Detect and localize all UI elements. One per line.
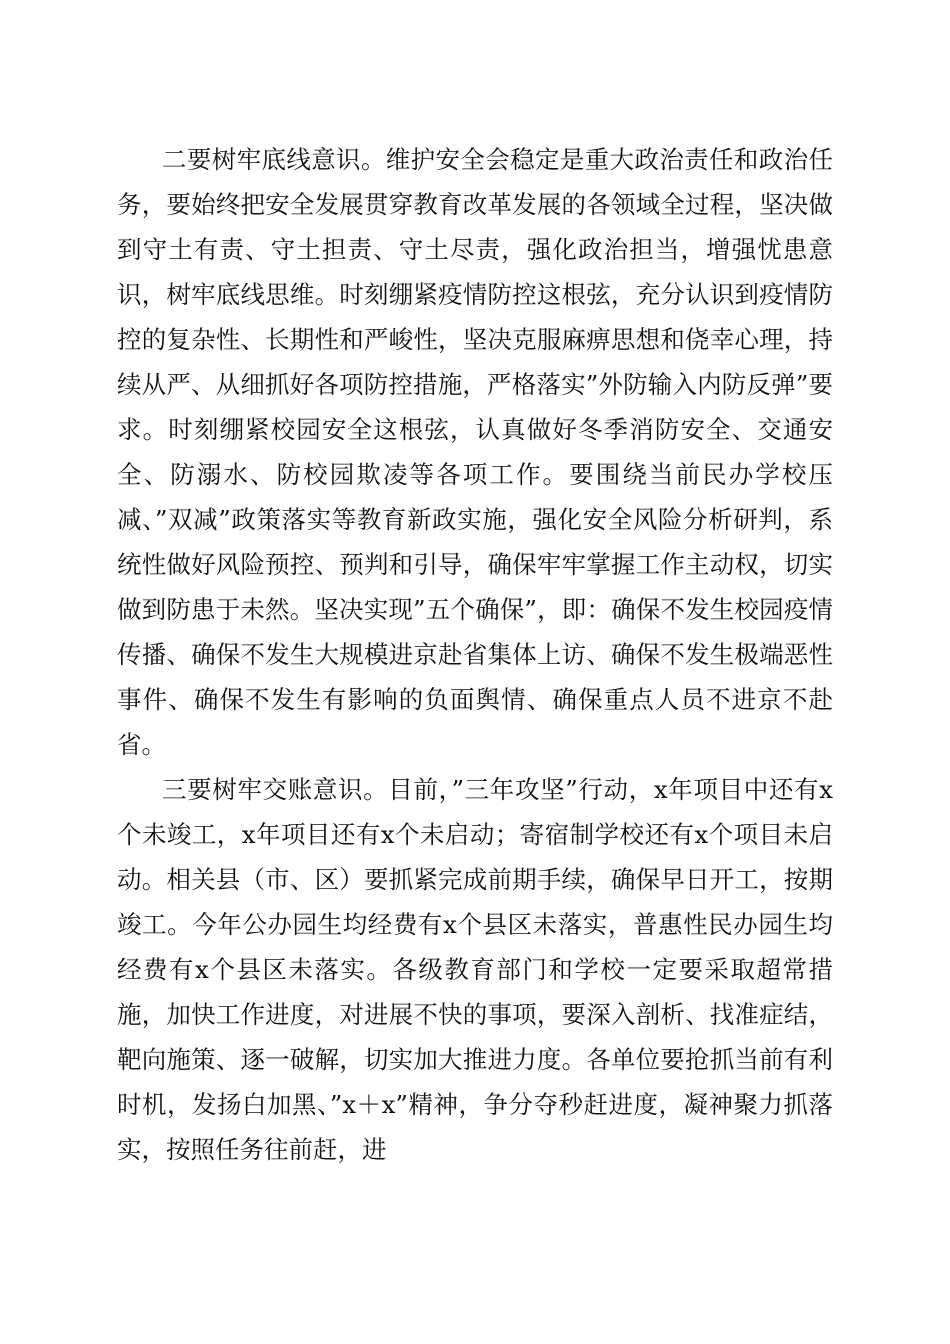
paragraph-accountability-awareness: 三要树牢交账意识。目前，”三年攻坚”行动，x年项目中还有x个未竣工，x年项目还有x个未启动；寄宿制学校还有x个项目未启动。相关县（市、区）要抓紧完成前期手续，确保早日开工，按期竣工。今年公办园生均经费有x个县区未落实，普惠性民办园生均经费有x个县区未落实。各级教育部门和学校一定要采取超常措施，加快工作进度，对进展不快的事项，要深入剖析、找准症结，靶向施策、逐一破解，切实加大推进力度。各单位要抢抓当前有利时机，发扬白加黑、”x＋x”精神，争分夺秒赶进度，凝神聚力抓落实，按照任务往前赶，进 xyxy=(117,775,833,1164)
paragraph-bottom-line-awareness: 二要树牢底线意识。维护安全会稳定是重大政治责任和政治任务，要始终把安全发展贯穿教育改革发展的各领域全过程，坚决做到守土有责、守土担责、守土尽责，强化政治担当，增强忧患意识，树牢底线思维。时刻绷紧疫情防控这根弦，充分认识到疫情防控的复杂性、长期性和严峻性，坚决克服麻痹思想和侥幸心理，持续从严、从细抓好各项防控措施，严格落实”外防输入内防反弹”要求。时刻绷紧校园安全这根弦，认真做好冬季消防安全、交通安全、防溺水、防校园欺凌等各项工作。要围绕当前民办学校压减、”双减”政策落实等教育新政实施，强化安全风险分析研判，系统性做好风险预控、预判和引导，确保牢牢掌握工作主动权，切实做到防患于未然。坚决实现”五个确保”，即：确保不发生校园疫情传播、确保不发生大规模进京赴省集体上访、确保不发生极端恶性事件、确保不发生有影响的负面舆情、确保重点人员不进京不赴省。 xyxy=(117,145,833,759)
document-body xyxy=(117,137,833,1172)
